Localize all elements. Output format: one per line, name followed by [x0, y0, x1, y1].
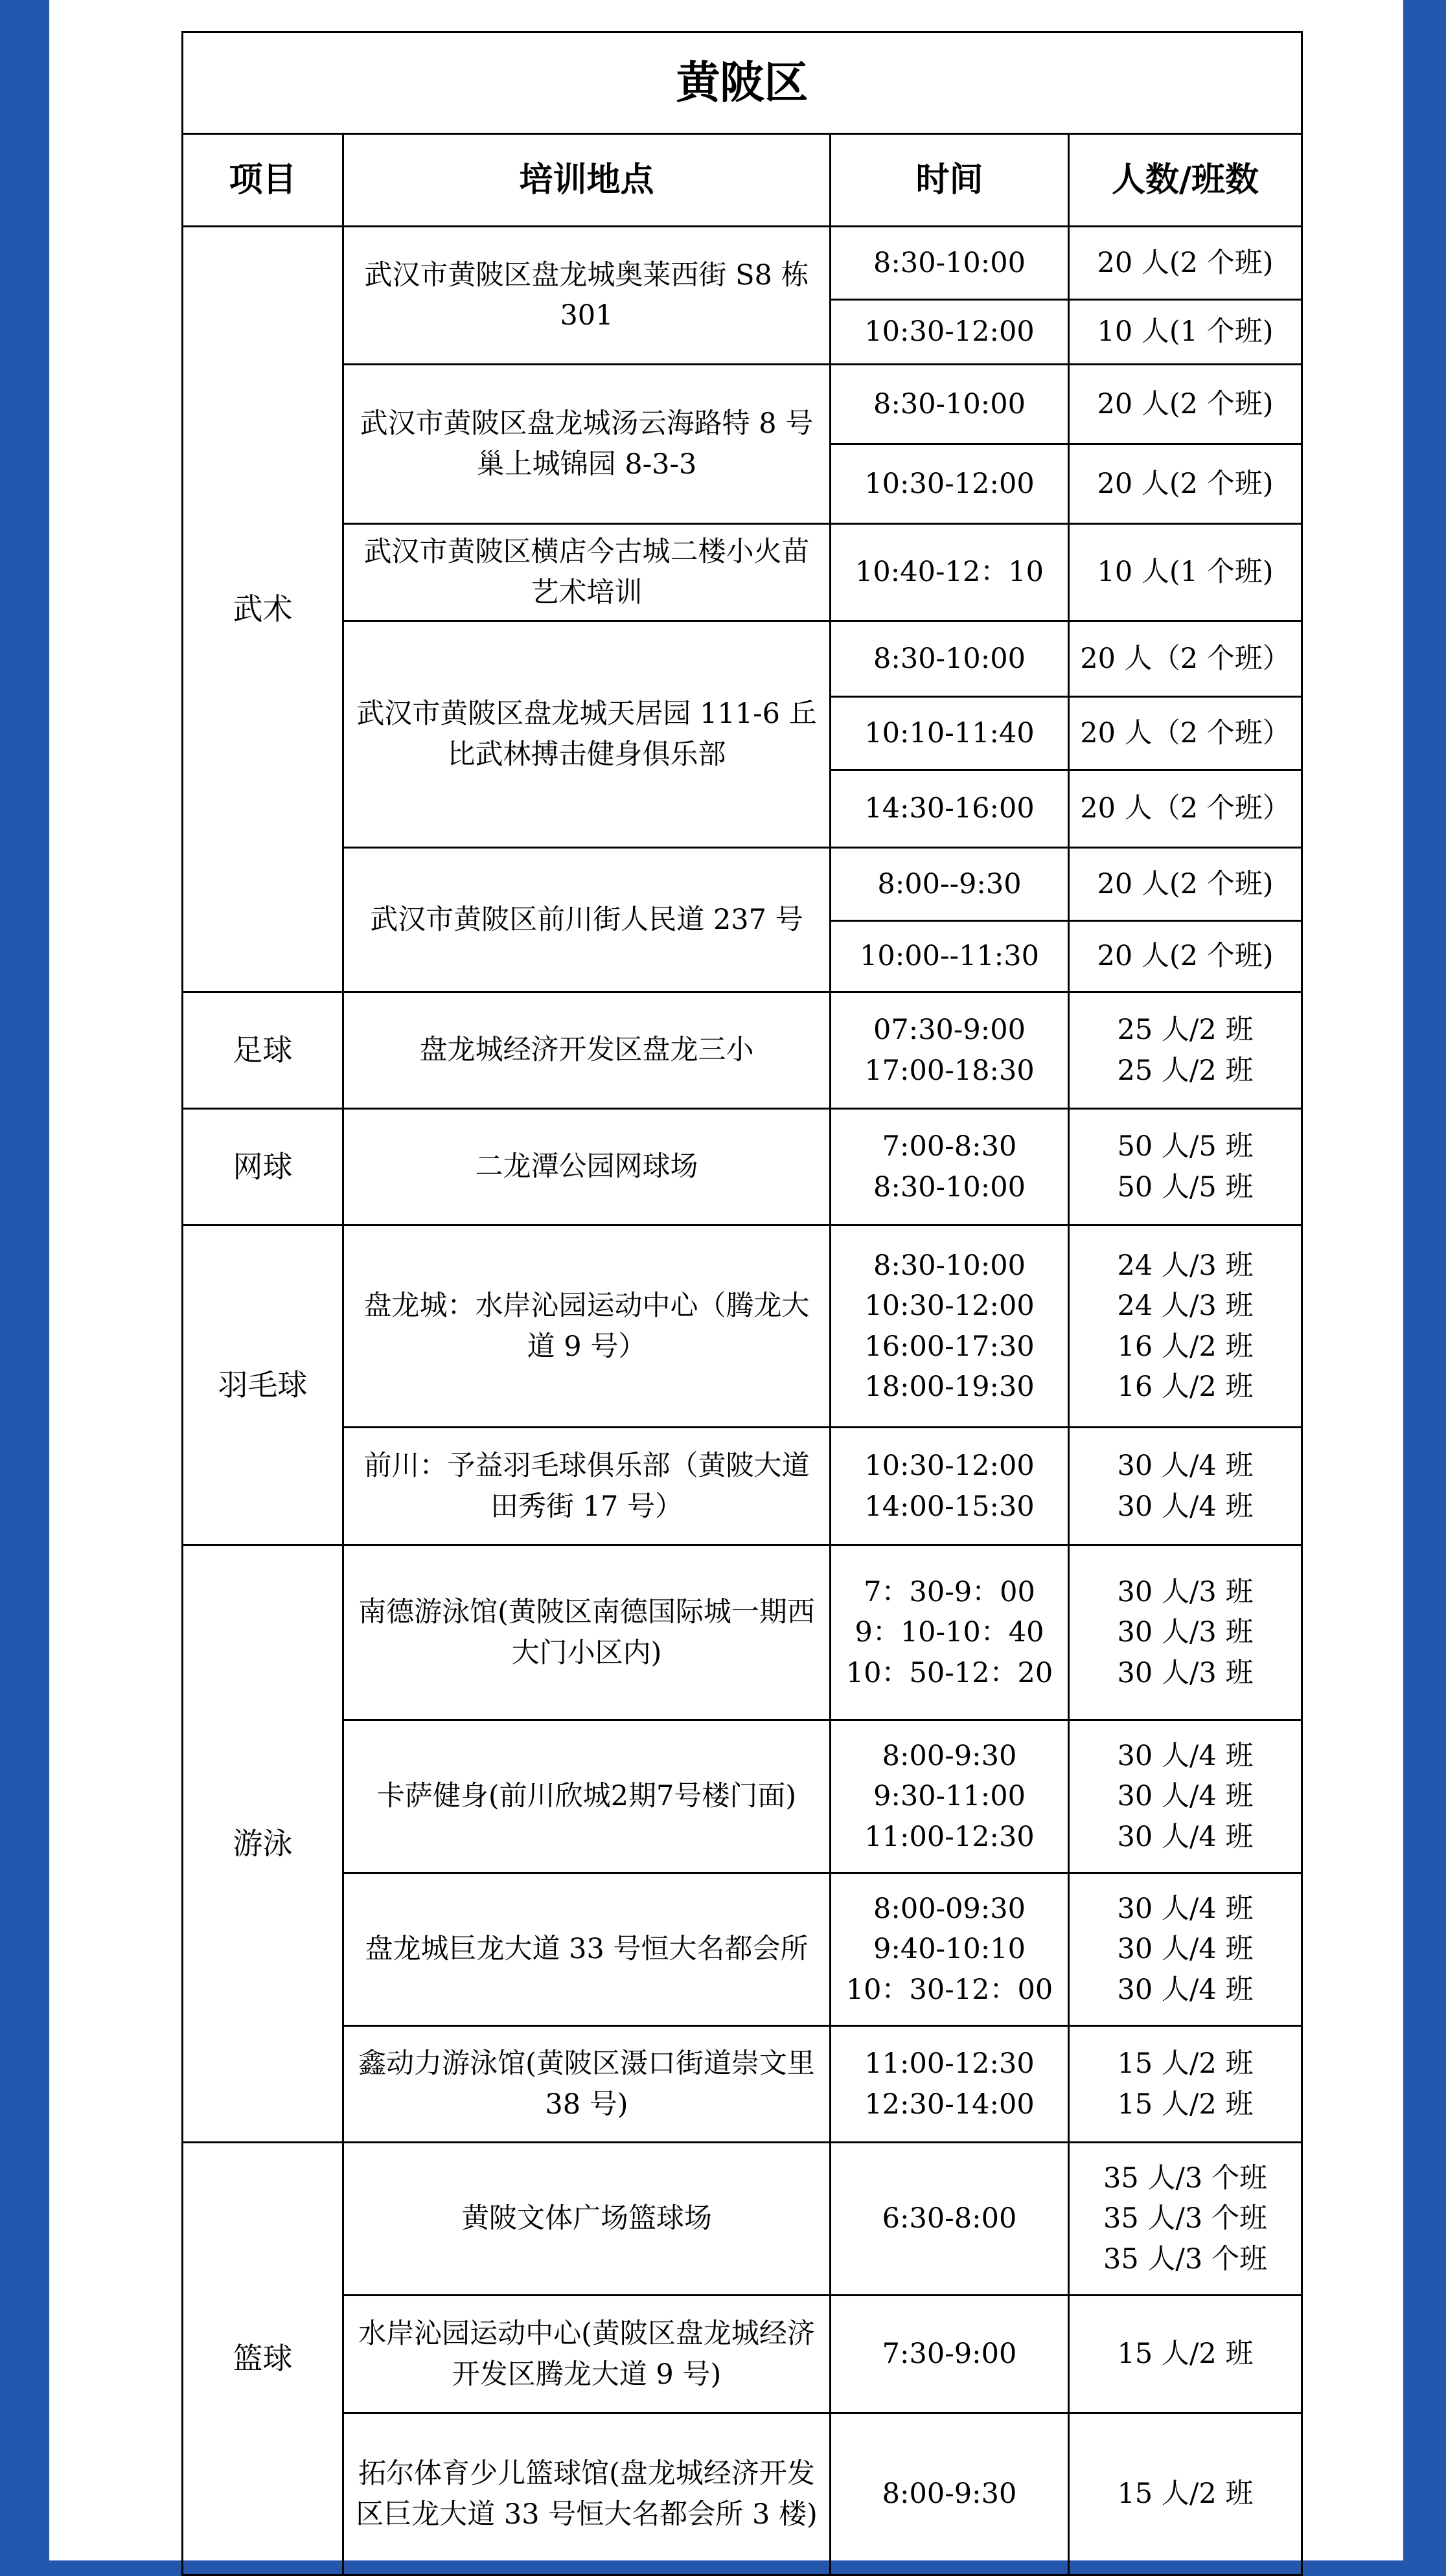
table-row: [183, 992, 1302, 1109]
time-cell: 8:30-10:00: [831, 227, 1069, 300]
time-cell: 6:30-8:00: [831, 2143, 1069, 2296]
document-page: [49, 0, 1403, 2560]
location-cell: 武汉市黄陂区横店今古城二楼小火苗艺术培训: [343, 524, 831, 621]
capacity-cell: 20 人(2 个班): [1069, 444, 1302, 524]
time-cell: 10:10-11:40: [831, 697, 1069, 770]
location-cell: 盘龙城：水岸沁园运动中心（腾龙大道 9 号）: [343, 1225, 831, 1428]
capacity-cell: 30 人/4 班 30 人/4 班: [1069, 1428, 1302, 1545]
time-cell: 10:30-12:00: [831, 300, 1069, 365]
capacity-cell: 15 人/2 班 15 人/2 班: [1069, 2026, 1302, 2143]
time-cell: 8:00-9:30 9:30-11:00 11:00-12:30: [831, 1720, 1069, 1873]
header-row: [183, 134, 1302, 227]
time-cell: 10:30-12:00 14:00-15:30: [831, 1428, 1069, 1545]
capacity-cell: 15 人/2 班: [1069, 2296, 1302, 2413]
time-cell: 8:30-10:00 10:30-12:00 16:00-17:30 18:00-19:30: [831, 1225, 1069, 1428]
time-cell: 7：30-9：00 9：10-10：40 10：50-12：20: [831, 1545, 1069, 1720]
capacity-cell: 35 人/3 个班 35 人/3 个班 35 人/3 个班: [1069, 2143, 1302, 2296]
table-row: [183, 227, 1302, 300]
time-cell: 7:00-8:30 8:30-10:00: [831, 1109, 1069, 1225]
capacity-cell: 30 人/4 班 30 人/4 班 30 人/4 班: [1069, 1873, 1302, 2026]
header-time: 时间: [831, 134, 1069, 227]
time-cell: 8:30-10:00: [831, 365, 1069, 444]
table-row: [183, 365, 1302, 444]
time-cell: 10:40-12：10: [831, 524, 1069, 621]
capacity-cell: 20 人(2 个班): [1069, 365, 1302, 444]
time-cell: 8:00--9:30: [831, 848, 1069, 921]
capacity-cell: 10 人(1 个班): [1069, 300, 1302, 365]
table-row: [183, 1545, 1302, 1720]
time-cell: 11:00-12:30 12:30-14:00: [831, 2026, 1069, 2143]
capacity-cell: 30 人/4 班 30 人/4 班 30 人/4 班: [1069, 1720, 1302, 1873]
location-cell: 武汉市黄陂区前川街人民道 237 号: [343, 848, 831, 992]
header-capacity: 人数/班数: [1069, 134, 1302, 227]
project-cell: 羽毛球: [183, 1225, 343, 1545]
capacity-cell: 50 人/5 班 50 人/5 班: [1069, 1109, 1302, 1225]
location-cell: 武汉市黄陂区盘龙城天居园 111-6 丘比武林搏击健身俱乐部: [343, 621, 831, 848]
capacity-cell: 20 人(2 个班): [1069, 848, 1302, 921]
table-row: [183, 1225, 1302, 1428]
capacity-cell: 20 人(2 个班): [1069, 921, 1302, 992]
location-cell: 拓尔体育少儿篮球馆(盘龙城经济开发区巨龙大道 33 号恒大名都会所 3 楼): [343, 2413, 831, 2575]
location-cell: 前川：予益羽毛球俱乐部（黄陂大道田秀街 17 号）: [343, 1428, 831, 1545]
time-cell: 7:30-9:00: [831, 2296, 1069, 2413]
project-cell: 篮球: [183, 2143, 343, 2575]
location-cell: 盘龙城经济开发区盘龙三小: [343, 992, 831, 1109]
location-cell: 二龙潭公园网球场: [343, 1109, 831, 1225]
table-row: [183, 2296, 1302, 2413]
location-cell: 武汉市黄陂区盘龙城奥莱西街 S8 栋 301: [343, 227, 831, 365]
table-row: [183, 2413, 1302, 2575]
capacity-cell: 25 人/2 班 25 人/2 班: [1069, 992, 1302, 1109]
district-title: 黄陂区: [183, 32, 1302, 134]
table-row: [183, 524, 1302, 621]
table-row: [183, 1873, 1302, 2026]
time-cell: 8:30-10:00: [831, 621, 1069, 697]
time-cell: 14:30-16:00: [831, 770, 1069, 848]
schedule-table-wrap: [181, 31, 1301, 2576]
table-row: [183, 2143, 1302, 2296]
table-row: [183, 1109, 1302, 1225]
capacity-cell: 15 人/2 班: [1069, 2413, 1302, 2575]
table-row: [183, 848, 1302, 921]
project-cell: 网球: [183, 1109, 343, 1225]
capacity-cell: 30 人/3 班 30 人/3 班 30 人/3 班: [1069, 1545, 1302, 1720]
time-cell: 8:00-9:30: [831, 2413, 1069, 2575]
capacity-cell: 20 人（2 个班）: [1069, 697, 1302, 770]
table-row: [183, 1720, 1302, 1873]
location-cell: 鑫动力游泳馆(黄陂区滠口街道崇文里 38 号): [343, 2026, 831, 2143]
time-cell: 07:30-9:00 17:00-18:30: [831, 992, 1069, 1109]
capacity-cell: 20 人(2 个班): [1069, 227, 1302, 300]
header-location: 培训地点: [343, 134, 831, 227]
project-cell: 游泳: [183, 1545, 343, 2143]
location-cell: 卡萨健身(前川欣城2期7号楼门面): [343, 1720, 831, 1873]
time-cell: 10:00--11:30: [831, 921, 1069, 992]
title-row: [183, 32, 1302, 134]
project-cell: 武术: [183, 227, 343, 992]
location-cell: 南德游泳馆(黄陂区南德国际城一期西大门小区内): [343, 1545, 831, 1720]
training-schedule-table: [181, 31, 1303, 2576]
capacity-cell: 24 人/3 班 24 人/3 班 16 人/2 班 16 人/2 班: [1069, 1225, 1302, 1428]
location-cell: 黄陂文体广场篮球场: [343, 2143, 831, 2296]
table-row: [183, 1428, 1302, 1545]
location-cell: 武汉市黄陂区盘龙城汤云海路特 8 号巢上城锦园 8-3-3: [343, 365, 831, 524]
time-cell: 8:00-09:30 9:40-10:10 10：30-12：00: [831, 1873, 1069, 2026]
project-cell: 足球: [183, 992, 343, 1109]
location-cell: 水岸沁园运动中心(黄陂区盘龙城经济开发区腾龙大道 9 号): [343, 2296, 831, 2413]
location-cell: 盘龙城巨龙大道 33 号恒大名都会所: [343, 1873, 831, 2026]
capacity-cell: 20 人（2 个班）: [1069, 621, 1302, 697]
capacity-cell: 20 人（2 个班）: [1069, 770, 1302, 848]
table-row: [183, 621, 1302, 697]
header-project: 项目: [183, 134, 343, 227]
time-cell: 10:30-12:00: [831, 444, 1069, 524]
capacity-cell: 10 人(1 个班): [1069, 524, 1302, 621]
table-row: [183, 2026, 1302, 2143]
